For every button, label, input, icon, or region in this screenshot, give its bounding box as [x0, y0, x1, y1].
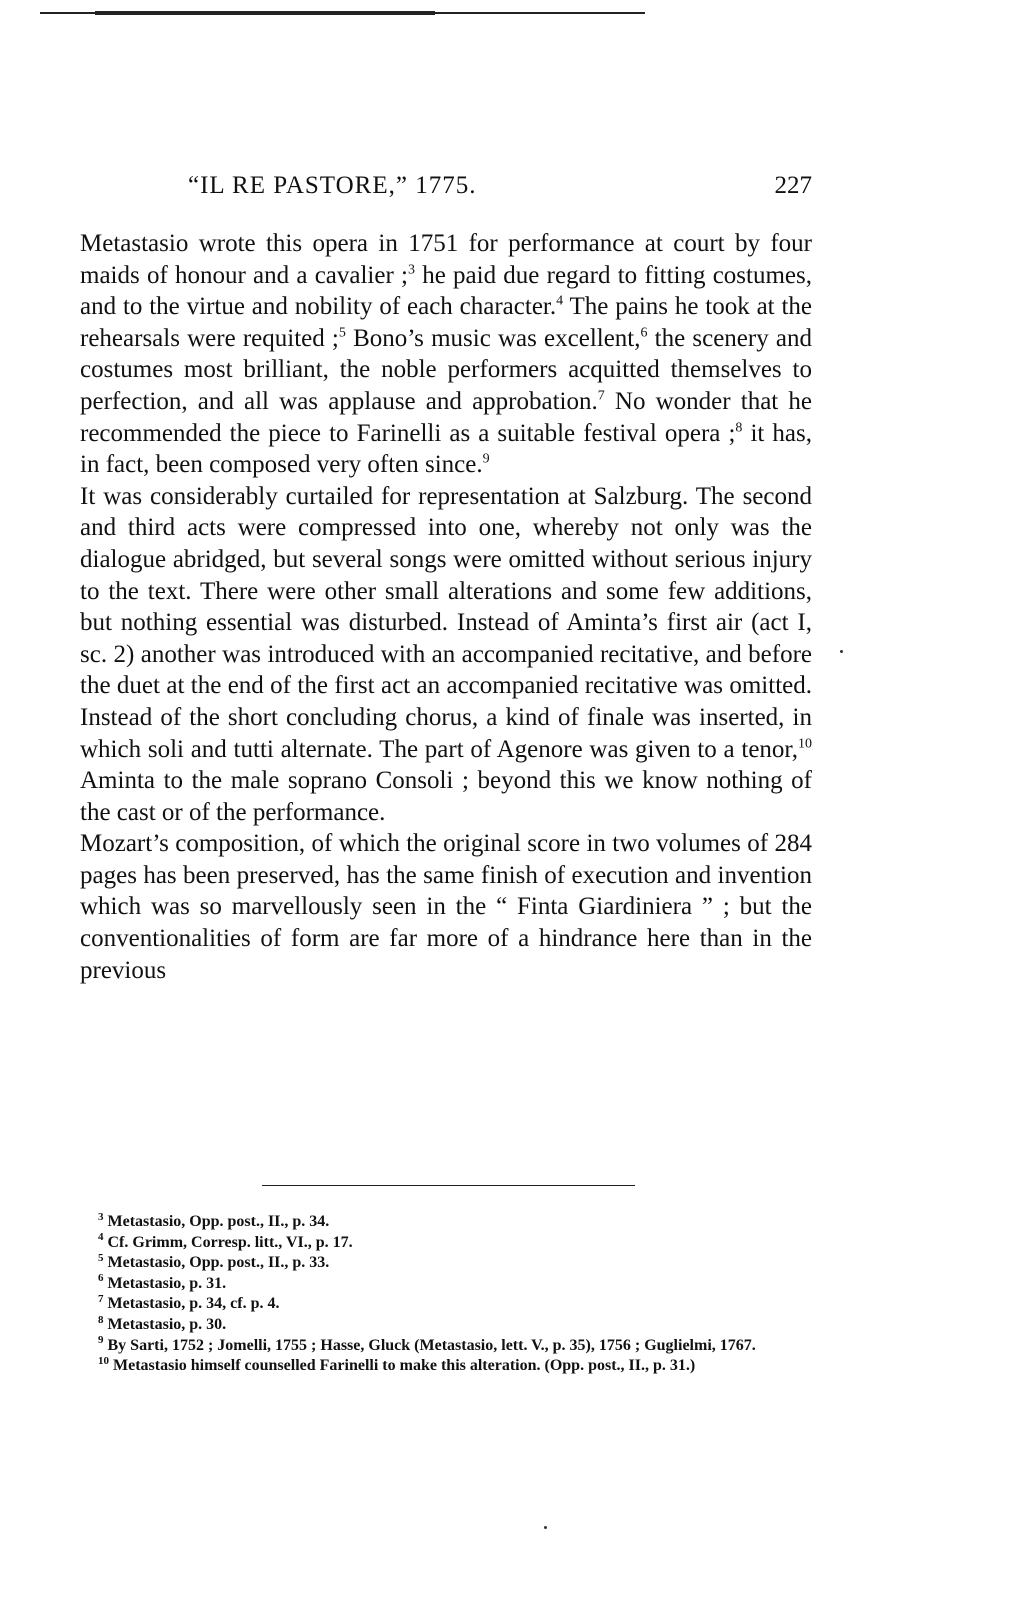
footnote-mark: 8 — [98, 1313, 104, 1326]
footnote-mark: 5 — [98, 1251, 104, 1264]
paragraph-2-text-b: Aminta to the male soprano Consoli ; beyond this we know nothing of the cast or of the performance. — [80, 767, 812, 826]
footnote-ref-3: 3 — [407, 262, 415, 278]
paragraph-1-text-f: No wonder that he recommended the piece to Farinelli as a suitable festival opera ; — [80, 387, 812, 447]
footnote-mark: 7 — [98, 1293, 104, 1306]
paragraph-1-text-b: he paid due regard to fitting costumes, and to the virtue and nobility of each character. — [80, 261, 812, 321]
footnote-8 — [80, 1315, 812, 1336]
footnote-text: Cf. Grimm, Corresp. litt., VI., p. 17. — [107, 1233, 353, 1251]
footnote-text: By Sarti, 1752 ; Jomelli, 1755 ; Hasse, Gluck (Metastasio, lett. V., p. 35), 1756 ; Guglielmi, 1767. — [107, 1336, 756, 1354]
footnote-text: Metastasio, p. 34, cf. p. 4. — [107, 1295, 280, 1313]
footnote-text: Metastasio himself counselled Farinelli to make this alteration. (Opp. post., II., p. 31.) — [113, 1357, 696, 1375]
footnote-5 — [80, 1253, 812, 1274]
top-border-rule-thick — [95, 11, 435, 15]
footnote-ref-5: 5 — [338, 325, 346, 341]
footnote-ref-10: 10 — [798, 736, 812, 752]
footnote-ref-6: 6 — [640, 325, 648, 341]
paragraph-1-text-c: The pains he took at the rehearsals were requited ; — [80, 293, 812, 352]
paragraph-1-text-g: it has, in fact, been composed very often since. — [80, 419, 813, 479]
footnote-4 — [80, 1233, 812, 1254]
footnote-ref-8: 8 — [735, 420, 743, 436]
footnotes — [80, 1212, 812, 1377]
footnote-mark: 4 — [98, 1231, 104, 1244]
running-title: “IL RE PASTORE,” 1775. — [188, 172, 477, 199]
footnote-ref-9: 9 — [482, 451, 490, 467]
footnote-6 — [80, 1274, 812, 1295]
footnote-text: Metastasio, p. 30. — [107, 1315, 227, 1333]
footnote-mark: 10 — [98, 1354, 109, 1367]
footnote-text: Metastasio, Opp. post., II., p. 34. — [107, 1213, 330, 1230]
footnote-10 — [80, 1356, 812, 1377]
footnote-text: Metastasio, Opp. post., II., p. 33. — [107, 1254, 330, 1272]
scan-speck — [840, 650, 843, 653]
paragraph-1-text-e: the scenery and costumes most brilliant, the noble performers acquitted themselves to perfection, and all was applause and approbation. — [80, 324, 812, 415]
footnote-mark: 9 — [98, 1334, 104, 1347]
running-header — [80, 172, 812, 208]
footnote-separator — [262, 1185, 635, 1186]
footnote-mark: 3 — [98, 1210, 104, 1223]
footnote-3 — [80, 1212, 812, 1233]
paragraph-2-text-a: It was considerably curtailed for representation at Salzburg. The second and third acts were compressed into one, whereby not only was the dialogue abridged, but several songs were omitted without serious injury to the text. There were other small alterations and some few additions, but nothing essential was disturbed. Instead of Aminta’s first air (act I, sc. 2) another was introduced with an accompanied recitative, and before the duet at the end of the first act an accompanied recitative was omitted. Instead of the short concluding chorus, a kind of finale was inserted, in which soli and tutti alternate. The part of Agenore was given to a tenor, — [80, 482, 812, 763]
body-text — [80, 228, 812, 986]
page-number: 227 — [774, 172, 812, 199]
footnote-ref-4: 4 — [556, 293, 564, 309]
paragraph-1 — [80, 228, 812, 481]
paragraph-1-text-a: Metastasio wrote this opera in 1751 for performance at court by four maids of honour and a cavalier ; — [80, 230, 812, 289]
paragraph-1-text-d: Bono’s music was excellent, — [345, 324, 641, 352]
footnote-text: Metastasio, p. 31. — [107, 1274, 227, 1292]
footnote-ref-7: 7 — [597, 388, 605, 404]
paragraph-2 — [80, 481, 812, 829]
scan-speck — [544, 1526, 547, 1529]
paragraph-3: Mozart’s composition, of which the original score in two volumes of 284 pages has been preserved, has the same finish of execution and invention which was so marvellously seen in the “ Finta Giardiniera ” ; but the conventionalities of form are far more of a hindrance here than in the previous — [80, 830, 812, 984]
footnote-mark: 6 — [98, 1272, 104, 1285]
footnote-9 — [80, 1336, 812, 1357]
footnote-7 — [80, 1294, 812, 1315]
